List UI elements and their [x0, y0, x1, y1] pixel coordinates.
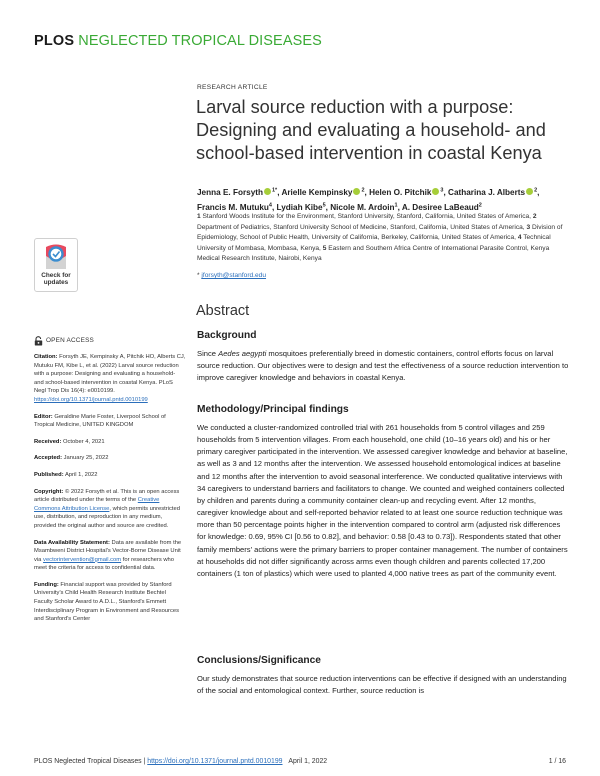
affiliation-text: Eastern and Southern Africa Centre of International Parasite Control, Kenya Medical Research Institute, Nairobi, Kenya — [197, 244, 550, 263]
received-date: Received: October 4, 2021 — [34, 438, 105, 445]
author-item: Francis M. Mutuku$^4$, — [197, 202, 277, 213]
author-name[interactable]: Catharina J. Alberts — [448, 187, 526, 197]
affiliation-item — [197, 213, 533, 220]
article-title: Larval source reduction with a purpose: Designing and evaluating a household- and school-based intervention in coastal Kenya — [196, 97, 546, 163]
corresponding-marker: * — [275, 187, 278, 193]
abstract-heading: Abstract — [196, 303, 250, 319]
cc-license-link[interactable]: Creative Commons Attribution License — [34, 497, 160, 512]
conclusions-heading: Conclusions/Significance — [197, 655, 321, 666]
affiliation-number: 3 — [526, 223, 531, 231]
methodology-paragraph: We conducted a cluster-randomized controlled trial with 261 households from 5 control villages and 259 households from 5 intervention villages. From each household, one child (10–16 years old) and his or her primary caregiver participated in the intervention. We assessed caregiver knowledge and behavior at baseline, as well as 3 and 12 months after the intervention. We assessed household entomological indices at baseline and 12 months after the intervention to avoid seasonal interference. We conducted qualitative interviews with 34 caregivers to understand barriers and facilitators to change. We counted and weighed containers collected by children and parents during a community container clean-up and recycling event. After 12 months, caregiver knowledge about and self-reported behavior related to at least one source reduction technique was more than 50 percentage points higher in the intervention compared to control arm (adjusted risk differences for knowledge: 0.69, 95% CI [0.56 to 0.82], and behavior: 0.58 [0.43 to 0.73]). Respondents stated that other family members' actions were the primary barriers to proper container management. The number of containers at households did not differ significantly across arms even though children and parents collected 17,200 containers (1 ton of plastics) which were used to planted 4,000 native trees as part of the community event. — [197, 423, 568, 578]
check-updates-line2: updates — [43, 279, 69, 287]
author-affiliation-sup: 3 — [440, 187, 444, 193]
author-item: Catharina J. Alberts $^2$, — [448, 187, 540, 197]
author-item: Helen O. Pitchik $^3$, — [369, 187, 449, 197]
article-info-sidebar — [34, 336, 186, 632]
author-name[interactable]: Lydiah Kibe — [276, 203, 323, 213]
page-number: 1 / 16 — [548, 758, 566, 765]
corresponding-email-line — [197, 272, 266, 279]
author-affiliation-sup: 2 — [361, 187, 365, 193]
affiliation-text: Department of Pediatrics, Stanford University School of Medicine, Stanford, California, United States of America, — [197, 223, 525, 231]
affiliation-text: Division of Epidemiology, School of Public Health, University of California, Berkeley, California, United States of America, — [197, 223, 563, 242]
author-name[interactable]: Jenna E. Forsyth — [197, 187, 263, 197]
author-name[interactable]: Nicole M. Ardoin — [330, 203, 395, 213]
author-name[interactable]: A. Desiree LaBeaud — [401, 203, 479, 213]
author-affiliation-sup: 2 — [534, 187, 538, 193]
orcid-icon[interactable] — [432, 188, 439, 195]
journal-name: NEGLECTED TROPICAL DISEASES — [78, 33, 322, 49]
affiliation-number: 4 — [517, 234, 522, 242]
citation-block: Citation: Forsyth JE, Kempinsky A, Pitchik HO, Alberts CJ, Mutuku FM, Kibe L, et al. (2022) Larval source reduction with a purpose: Designing and evaluating a household- and school-based intervention in coastal Kenya. PLoS Negl Trop Dis 16(4): e0010199. https://doi.org/10.1371/journal.pntd.0010199 — [34, 354, 186, 403]
check-updates-line1: Check for — [41, 272, 71, 279]
affiliation-text: Technical University of Mombasa, Mombasa, Kenya, — [197, 234, 551, 252]
background-paragraph: Since Aedes aegypti mosquitoes preferentially breed in domestic containers, control efforts focus on larval source reduction. Our objectives were to design and test the effectiveness of a source reduction intervention to improve caregiver knowledge and behaviors in coastal Kenya. — [197, 349, 569, 383]
affiliation-text: Stanford Woods Institute for the Environment, Stanford University, Stanford, California, United States of America, — [202, 213, 532, 220]
orcid-icon[interactable] — [526, 188, 533, 195]
affiliation-number: 5 — [322, 244, 327, 252]
author-item — [402, 203, 482, 212]
author-affiliation-sup: 1 — [394, 202, 398, 209]
journal-header — [34, 33, 322, 49]
page-footer — [34, 758, 566, 765]
author-affiliation-sup: 4 — [268, 202, 272, 209]
plos-logo: PLOS — [34, 33, 75, 49]
species-name: Aedes aegypti — [218, 349, 267, 358]
data-email-link[interactable]: vectorintervention@gmail.com — [43, 556, 122, 563]
accepted-date: Accepted: January 25, 2022 — [34, 455, 109, 462]
orcid-icon[interactable] — [353, 188, 360, 195]
open-lock-icon — [34, 336, 43, 346]
crossmark-icon — [43, 243, 69, 271]
check-for-updates-badge[interactable] — [34, 238, 78, 292]
published-date: Published: April 1, 2022 — [34, 471, 98, 478]
affiliation-number: 2 — [532, 213, 537, 220]
author-item: Arielle Kempinsky $^2$, — [281, 187, 370, 197]
article-type: RESEARCH ARTICLE — [197, 84, 268, 91]
author-item: Jenna E. Forsyth $^{1*}$, — [197, 187, 282, 197]
asterisk-marker: * — [197, 272, 202, 279]
affiliation-list — [197, 212, 567, 265]
author-item: Nicole M. Ardoin$^1$, — [330, 202, 402, 213]
author-affiliation-sup: 1 — [271, 187, 276, 193]
affiliation-number: 1 — [197, 213, 201, 220]
editor-block: Editor: Geraldine Marie Foster, Liverpool School of Tropical Medicine, UNITED KINGDOM — [34, 413, 166, 429]
orcid-icon[interactable] — [264, 188, 271, 195]
citation-doi-link[interactable]: https://doi.org/10.1371/journal.pntd.0010199 — [34, 396, 148, 403]
footer-journal: PLOS Neglected Tropical Diseases | — [34, 758, 146, 765]
author-name[interactable]: Francis M. Mutuku — [197, 203, 269, 213]
author-affiliation-sup: 2 — [478, 202, 482, 209]
copyright-block: Copyright: © 2022 Forsyth et al. This is an open access article distributed under the terms of the Creative Commons Attribution License, which permits unrestricted use, distribution, and reproduction in any medium, provided the original author and source are credited. — [34, 488, 180, 529]
author-list — [197, 184, 567, 215]
footer-date: April 1, 2022 — [288, 758, 328, 765]
footer-doi-link[interactable]: https://doi.org/10.1371/journal.pntd.0010199 — [147, 758, 283, 765]
methodology-heading: Methodology/Principal findings — [197, 404, 349, 415]
open-access-label: OPEN ACCESS — [34, 336, 186, 346]
background-heading: Background — [197, 330, 257, 341]
author-name[interactable]: Helen O. Pitchik — [369, 187, 432, 197]
funding-block: Funding: Financial support was provided by Stanford University's Child Health Research Institute Bechtel Faculty Scholar Award to A.D.L., Stanford's Emmett Interdisciplinary Program in Environment and Resources and Stanford's Center — [34, 581, 179, 623]
conclusions-paragraph: Our study demonstrates that source reduction interventions can be effective if designed with an understanding of the social and entomological context. Further, source reduction is — [197, 674, 567, 696]
corresponding-email-link[interactable]: jforsyth@stanford.edu — [201, 272, 267, 279]
author-name[interactable]: Arielle Kempinsky — [281, 187, 353, 197]
author-affiliation-sup: 5 — [322, 202, 326, 209]
author-item: Lydiah Kibe$^5$, — [276, 202, 331, 213]
data-availability-block: Data Availability Statement: Data are available from the Msambweni District Hospital's Vector-Borne Disease Unit via vectorintervention@gmail.com for researchers who meet the criteria for access to confidential data. — [34, 539, 182, 572]
